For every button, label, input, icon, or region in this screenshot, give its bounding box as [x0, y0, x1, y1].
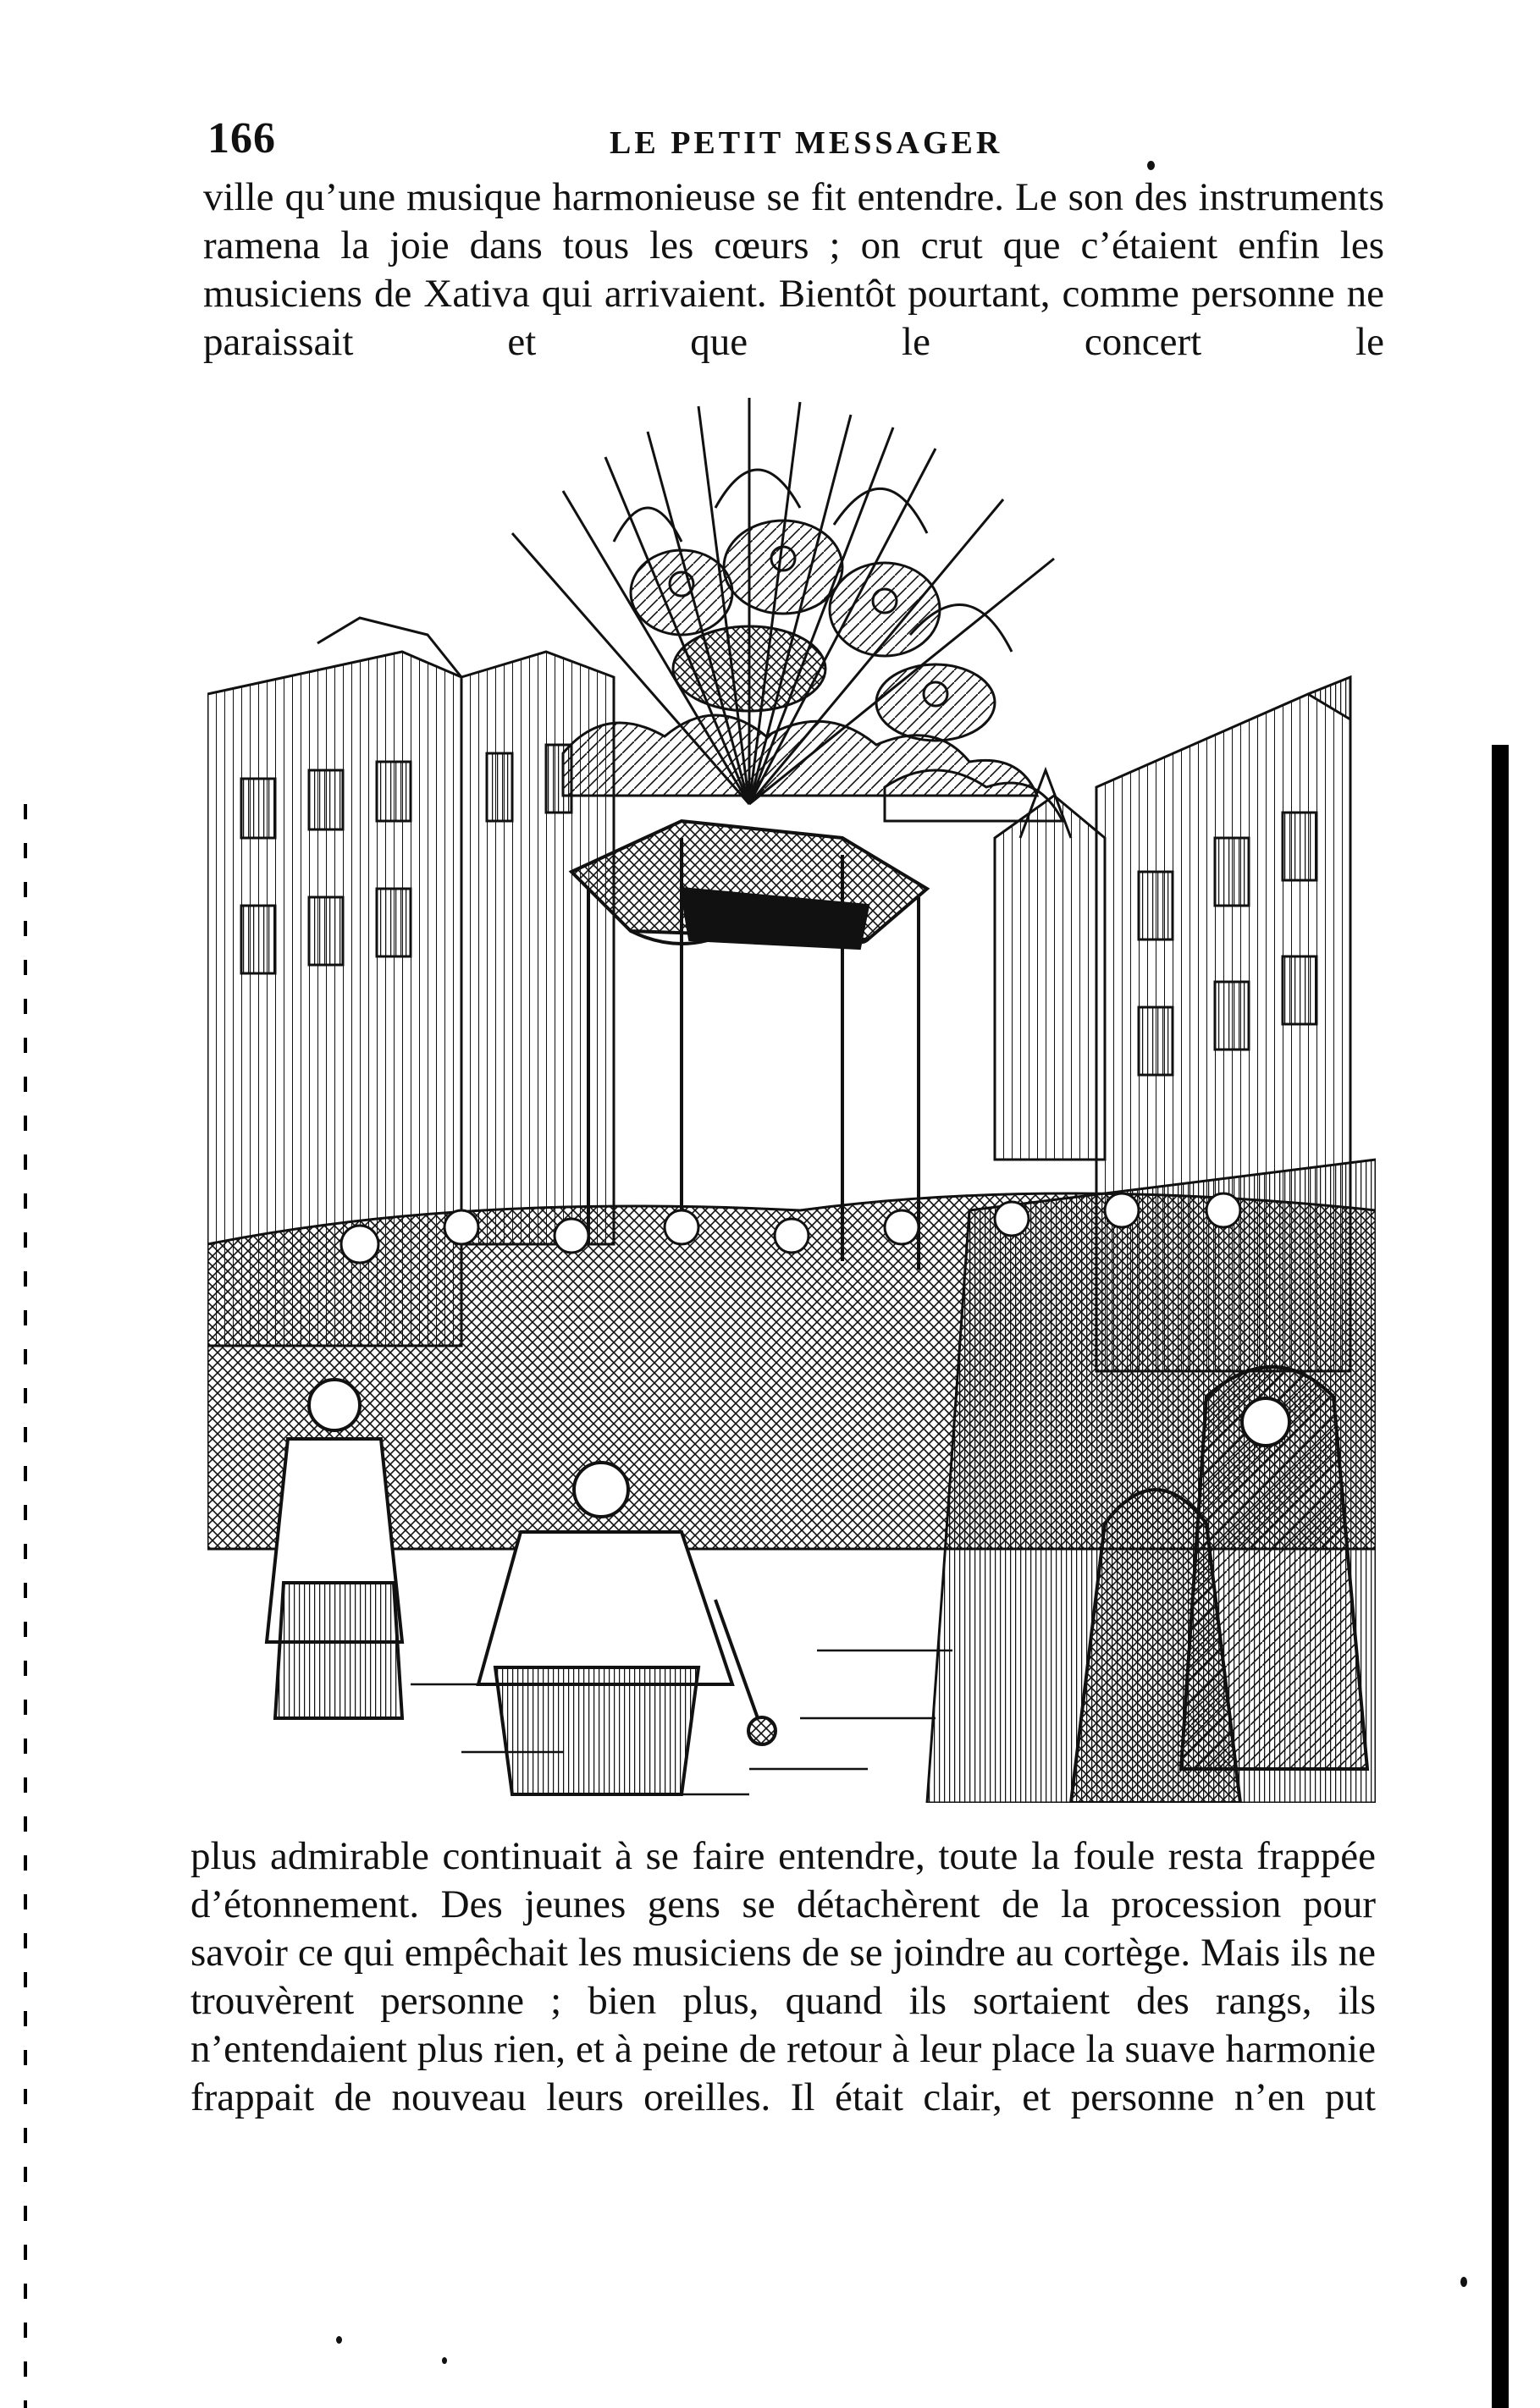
scan-edge-left [24, 804, 27, 2408]
paragraph-bottom: plus admirable continuait à se faire entendre, toute la foule resta frappée d’étonnement. Des jeunes gens se détachèrent de la procession pour savoir ce qui empêchait les musiciens de se joindre au cortège. Mais ils ne trouvèrent personne ; bien plus, quand ils sortaient des rangs, ils n’entendaient plus rien, et à peine de retour à leur place la suave harmonie frappait de nouveau leurs oreilles. Il était clair, et personne n’en put [190, 1834, 1376, 2119]
procession-engraving [207, 398, 1376, 1803]
stray-mark [1460, 2277, 1467, 2287]
page-number: 166 [207, 114, 276, 163]
stray-mark [336, 2336, 342, 2344]
stray-mark [442, 2357, 447, 2364]
scan-edge-right [1492, 745, 1509, 2408]
stray-mark [1147, 161, 1155, 170]
paragraph-top: ville qu’une musique harmonieuse se fit entendre. Le son des instruments ramena la joie dans tous les cœurs ; on crut que c’étaient enfin les musiciens de Xativa qui arrivaient. Bientôt pourtant, comme personne ne paraissait et que le concert le [203, 175, 1384, 364]
angel-cluster [614, 470, 1012, 741]
running-title: LE PETIT MESSAGER [610, 125, 1003, 161]
clouds [563, 715, 1063, 821]
